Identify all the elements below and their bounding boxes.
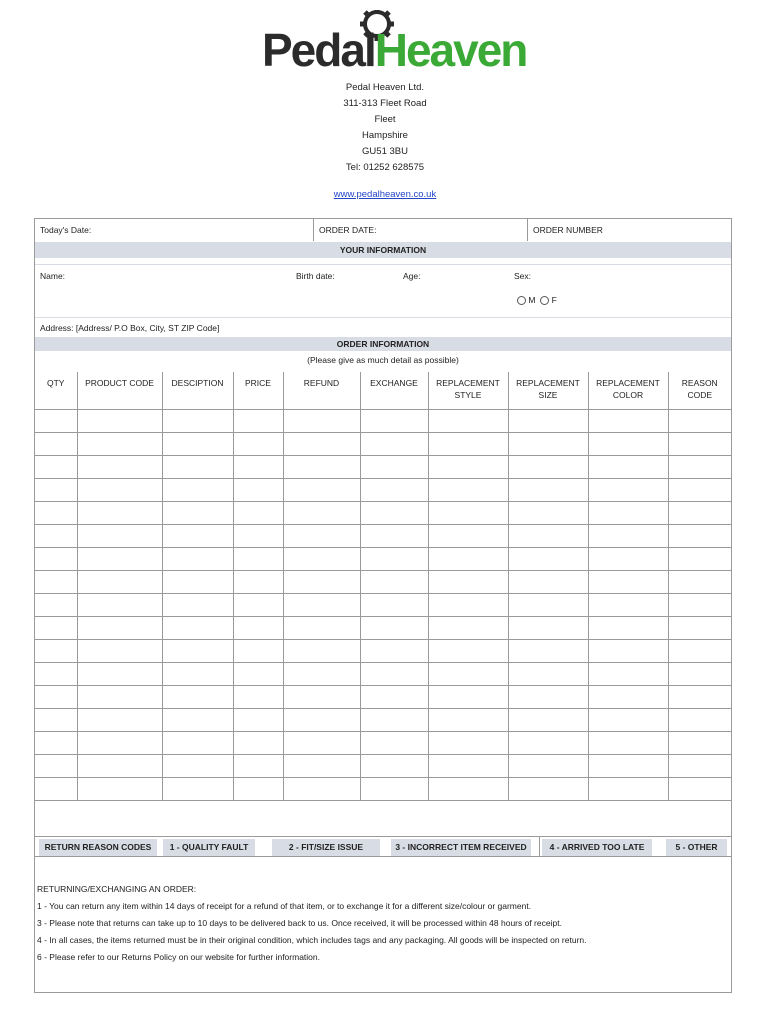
order-table-cell[interactable] (588, 731, 668, 754)
order-table-cell[interactable] (668, 731, 731, 754)
order-table-cell[interactable] (233, 639, 283, 662)
column-header-replacement-size: REPLACEMENT SIZE (508, 372, 588, 409)
order-table-cell[interactable] (508, 455, 588, 478)
order-table-cell[interactable] (668, 547, 731, 570)
order-table-row (35, 708, 731, 731)
order-table-cell[interactable] (162, 547, 233, 570)
order-table-cell[interactable] (668, 455, 731, 478)
order-table-cell[interactable] (360, 478, 428, 501)
order-table-cell[interactable] (233, 570, 283, 593)
order-table-cell[interactable] (35, 662, 77, 685)
order-table-cell[interactable] (360, 501, 428, 524)
order-table-cell[interactable] (283, 639, 360, 662)
order-table-cell[interactable] (588, 501, 668, 524)
order-table-row (35, 501, 731, 524)
order-table-cell[interactable] (508, 685, 588, 708)
order-table-cell[interactable] (162, 639, 233, 662)
reason-code-3: 3 - INCORRECT ITEM RECEIVED (391, 839, 531, 856)
column-header-price: PRICE (233, 372, 283, 409)
address-postcode: GU51 3BU (362, 146, 408, 157)
order-information-subtitle: (Please give as much detail as possible) (307, 355, 459, 365)
note-item: 3 - Please note that returns can take up to 10 days to be delivered back to us. Once received, it will be processed within 48 hours of receipt. (37, 918, 562, 928)
order-table-cell[interactable] (360, 570, 428, 593)
order-table-cell[interactable] (283, 754, 360, 777)
order-table-cell[interactable] (360, 409, 428, 432)
order-table-cell[interactable] (233, 432, 283, 455)
order-table-cell[interactable] (283, 685, 360, 708)
order-table-cell[interactable] (588, 570, 668, 593)
website (0, 189, 770, 200)
order-table-cell[interactable] (77, 731, 162, 754)
order-table-cell[interactable] (588, 777, 668, 800)
order-table-cell[interactable] (588, 662, 668, 685)
order-table-cell[interactable] (360, 455, 428, 478)
order-table-cell[interactable] (668, 616, 731, 639)
order-table-cell[interactable] (360, 777, 428, 800)
order-table-cell[interactable] (508, 708, 588, 731)
order-table-cell[interactable] (668, 708, 731, 731)
order-table-cell[interactable] (162, 524, 233, 547)
order-table-cell[interactable] (233, 547, 283, 570)
order-table-cell[interactable] (35, 708, 77, 731)
order-date-label: ORDER DATE: (319, 225, 377, 235)
order-table-cell[interactable] (283, 547, 360, 570)
address-county: Hampshire (362, 130, 408, 141)
order-table-cell[interactable] (588, 639, 668, 662)
order-table-cell[interactable] (283, 524, 360, 547)
order-table-cell[interactable] (428, 777, 508, 800)
order-table-row (35, 777, 731, 800)
order-table-cell[interactable] (162, 616, 233, 639)
order-table-cell[interactable] (233, 777, 283, 800)
order-table-cell[interactable] (668, 501, 731, 524)
order-table-cell[interactable] (508, 501, 588, 524)
address-street: 311-313 Fleet Road (343, 98, 427, 109)
order-table-cell[interactable] (508, 409, 588, 432)
order-table-cell[interactable] (35, 570, 77, 593)
order-table-cell[interactable] (162, 593, 233, 616)
order-table-cell[interactable] (508, 547, 588, 570)
sex-options (517, 295, 557, 305)
reason-code-5: 5 - OTHER (666, 839, 727, 856)
gear-logo-icon (262, 10, 542, 72)
order-table-cell[interactable] (360, 708, 428, 731)
order-table-cell[interactable] (508, 754, 588, 777)
order-table-row (35, 455, 731, 478)
order-table-cell[interactable] (77, 708, 162, 731)
order-table-cell[interactable] (162, 708, 233, 731)
note-item: 4 - In all cases, the items returned must be in their original condition, which includes tags and any packaging. All goods will be inspected on return. (37, 935, 587, 945)
order-table-row (35, 662, 731, 685)
order-table-cell[interactable] (77, 593, 162, 616)
order-table-cell[interactable] (162, 731, 233, 754)
order-table-cell[interactable] (588, 547, 668, 570)
order-table-cell[interactable] (35, 685, 77, 708)
order-table-cell[interactable] (668, 754, 731, 777)
note-item: 1 - You can return any item within 14 days of receipt for a refund of that item, or to exchange it for a different size/colour or garment. (37, 901, 532, 911)
company-address (0, 80, 770, 176)
order-table-cell[interactable] (35, 524, 77, 547)
age-label: Age: (403, 271, 421, 281)
order-table-cell[interactable] (233, 731, 283, 754)
column-header-exchange: EXCHANGE (360, 372, 428, 409)
order-table-row (35, 409, 731, 432)
order-table-cell[interactable] (162, 409, 233, 432)
order-table-cell[interactable] (428, 639, 508, 662)
order-table-cell[interactable] (360, 639, 428, 662)
order-table-cell[interactable] (162, 777, 233, 800)
order-table-cell[interactable] (360, 685, 428, 708)
your-information-header: YOUR INFORMATION (35, 242, 731, 258)
address-town: Fleet (374, 114, 396, 125)
order-table-cell[interactable] (35, 547, 77, 570)
order-table-cell[interactable] (35, 409, 77, 432)
return-reason-codes (35, 836, 731, 857)
order-table-row (35, 639, 731, 662)
company-phone: Tel: 01252 628575 (345, 162, 425, 173)
order-table-cell[interactable] (162, 455, 233, 478)
svg-text:PedalHeaven: PedalHeaven (262, 24, 527, 72)
order-table-cell[interactable] (233, 754, 283, 777)
returns-form (34, 218, 732, 993)
order-table-cell[interactable] (162, 685, 233, 708)
order-table-cell[interactable] (428, 409, 508, 432)
order-table-cell[interactable] (508, 478, 588, 501)
order-table-cell[interactable] (77, 754, 162, 777)
order-table-cell[interactable] (283, 570, 360, 593)
order-table-cell[interactable] (508, 662, 588, 685)
order-table-cell[interactable] (428, 547, 508, 570)
order-table-cell[interactable] (162, 662, 233, 685)
order-table-cell[interactable] (162, 754, 233, 777)
order-table-cell[interactable] (588, 685, 668, 708)
order-table-cell[interactable] (428, 708, 508, 731)
order-table-cell[interactable] (428, 754, 508, 777)
order-table-cell[interactable] (508, 616, 588, 639)
order-table-cell[interactable] (35, 754, 77, 777)
order-table-row (35, 754, 731, 777)
reason-code-2: 2 - FIT/SIZE ISSUE (272, 839, 380, 856)
order-table-cell[interactable] (508, 777, 588, 800)
order-table-cell[interactable] (668, 639, 731, 662)
column-header-replacement-color: REPLACEMENT COLOR (588, 372, 668, 409)
order-table-cell[interactable] (508, 593, 588, 616)
order-table-cell[interactable] (428, 662, 508, 685)
order-table-cell[interactable] (283, 593, 360, 616)
order-table-cell[interactable] (668, 662, 731, 685)
order-table-cell[interactable] (77, 639, 162, 662)
order-table-cell[interactable] (77, 662, 162, 685)
order-table-cell[interactable] (360, 593, 428, 616)
sex-label: Sex: (514, 271, 532, 281)
pedal-heaven-logo (262, 10, 542, 72)
order-table-cell[interactable] (233, 685, 283, 708)
column-header-qty: QTY (35, 372, 77, 409)
order-table-cell[interactable] (35, 731, 77, 754)
order-table-cell[interactable] (35, 501, 77, 524)
order-table-cell[interactable] (233, 501, 283, 524)
order-table-cell[interactable] (77, 455, 162, 478)
order-table-cell[interactable] (77, 478, 162, 501)
order-table-cell[interactable] (428, 616, 508, 639)
order-table-cell[interactable] (588, 616, 668, 639)
order-table-cell[interactable] (668, 432, 731, 455)
order-table-cell[interactable] (233, 593, 283, 616)
order-table-cell[interactable] (162, 570, 233, 593)
order-table-cell[interactable] (77, 685, 162, 708)
order-table-cell[interactable] (233, 616, 283, 639)
returns-notes (37, 881, 727, 966)
order-table-cell[interactable] (360, 731, 428, 754)
order-table-cell[interactable] (508, 432, 588, 455)
sex-male-radio[interactable] (517, 296, 526, 305)
order-table-cell[interactable] (283, 777, 360, 800)
order-table-cell[interactable] (283, 731, 360, 754)
order-table-cell[interactable] (508, 524, 588, 547)
order-table-cell[interactable] (428, 731, 508, 754)
order-table-cell[interactable] (162, 501, 233, 524)
order-table-cell[interactable] (588, 455, 668, 478)
order-table-cell[interactable] (35, 432, 77, 455)
column-header-refund: REFUND (283, 372, 360, 409)
order-table-cell[interactable] (668, 570, 731, 593)
note-item: 6 - Please refer to our Returns Policy on our website for further information. (37, 952, 320, 962)
order-table-cell[interactable] (233, 478, 283, 501)
order-table-cell[interactable] (508, 731, 588, 754)
order-table-cell[interactable] (360, 524, 428, 547)
order-table-row (35, 616, 731, 639)
order-table-cell[interactable] (233, 524, 283, 547)
order-table-cell[interactable] (588, 593, 668, 616)
company-name: Pedal Heaven Ltd. (345, 82, 425, 93)
order-table-row (35, 731, 731, 754)
order-table-cell[interactable] (428, 593, 508, 616)
order-table-cell[interactable] (35, 616, 77, 639)
order-table-cell[interactable] (233, 409, 283, 432)
order-table-cell[interactable] (360, 547, 428, 570)
order-table-cell[interactable] (35, 639, 77, 662)
order-table-row (35, 685, 731, 708)
order-table-header-row (35, 372, 731, 409)
order-table-cell[interactable] (35, 455, 77, 478)
order-table-cell[interactable] (588, 524, 668, 547)
order-table-cell[interactable] (588, 478, 668, 501)
order-table-cell[interactable] (588, 409, 668, 432)
order-table-cell[interactable] (428, 478, 508, 501)
order-table-cell[interactable] (233, 662, 283, 685)
sex-female-radio[interactable] (540, 296, 549, 305)
order-table-cell[interactable] (77, 616, 162, 639)
order-table-cell[interactable] (668, 409, 731, 432)
order-table-cell[interactable] (283, 409, 360, 432)
order-table-row (35, 524, 731, 547)
order-table-cell[interactable] (77, 547, 162, 570)
order-table-cell[interactable] (283, 616, 360, 639)
reason-code-4: 4 - ARRIVED TOO LATE (542, 839, 652, 856)
order-table-cell[interactable] (77, 501, 162, 524)
order-table-cell[interactable] (588, 754, 668, 777)
order-table-row (35, 547, 731, 570)
order-table-cell[interactable] (283, 432, 360, 455)
order-table-cell[interactable] (588, 432, 668, 455)
order-table-cell[interactable] (428, 501, 508, 524)
column-header-reason-code: REASON CODE (668, 372, 731, 409)
order-table-cell[interactable] (77, 777, 162, 800)
column-header-description: DESCIPTION (162, 372, 233, 409)
order-table-cell[interactable] (668, 593, 731, 616)
order-table-cell[interactable] (233, 708, 283, 731)
order-table-row (35, 432, 731, 455)
reason-codes-label: RETURN REASON CODES (39, 839, 157, 856)
sex-female-label: F (551, 295, 557, 305)
todays-date-label: Today's Date: (40, 225, 92, 235)
order-table-cell[interactable] (77, 432, 162, 455)
order-table-cell[interactable] (428, 455, 508, 478)
order-table-cell[interactable] (508, 570, 588, 593)
order-table-cell[interactable] (360, 432, 428, 455)
order-table-cell[interactable] (77, 570, 162, 593)
order-table-cell[interactable] (233, 455, 283, 478)
order-table-cell[interactable] (162, 478, 233, 501)
order-table-cell[interactable] (35, 593, 77, 616)
order-table-row (35, 478, 731, 501)
order-table-cell[interactable] (428, 524, 508, 547)
order-table-cell[interactable] (668, 685, 731, 708)
sex-male-label: M (528, 295, 536, 305)
order-table-cell[interactable] (35, 478, 77, 501)
birth-date-label: Birth date: (296, 271, 335, 281)
order-table (35, 372, 731, 801)
order-table-cell[interactable] (360, 754, 428, 777)
order-table-body (35, 409, 731, 800)
column-header-replacement-style: REPLACEMENT STYLE (428, 372, 508, 409)
address-label: Address: [Address/ P.O Box, City, ST ZIP Code] (40, 323, 220, 333)
order-table-cell[interactable] (283, 708, 360, 731)
order-table-cell[interactable] (588, 708, 668, 731)
order-information-header: ORDER INFORMATION (35, 337, 731, 351)
order-table-cell[interactable] (77, 524, 162, 547)
order-table-cell[interactable] (508, 639, 588, 662)
order-table-cell[interactable] (668, 777, 731, 800)
order-table-cell[interactable] (360, 662, 428, 685)
order-table-row (35, 593, 731, 616)
order-table-cell[interactable] (77, 409, 162, 432)
order-table-cell[interactable] (283, 662, 360, 685)
order-table-cell[interactable] (360, 616, 428, 639)
order-table-cell[interactable] (428, 570, 508, 593)
order-table-cell[interactable] (162, 432, 233, 455)
order-table-cell[interactable] (283, 501, 360, 524)
notes-title: RETURNING/EXCHANGING AN ORDER: (37, 884, 197, 894)
order-table-cell[interactable] (668, 478, 731, 501)
order-number-label: ORDER NUMBER (533, 225, 603, 235)
order-table-cell[interactable] (283, 478, 360, 501)
order-table-cell[interactable] (283, 455, 360, 478)
order-table-cell[interactable] (428, 432, 508, 455)
order-table-row (35, 570, 731, 593)
column-header-product-code: PRODUCT CODE (77, 372, 162, 409)
order-table-cell[interactable] (668, 524, 731, 547)
order-table-cell[interactable] (35, 777, 77, 800)
name-label: Name: (40, 271, 66, 281)
reason-code-1: 1 - QUALITY FAULT (163, 839, 255, 856)
order-table-cell[interactable] (428, 685, 508, 708)
website-link[interactable]: www.pedalheaven.co.uk (333, 189, 437, 200)
